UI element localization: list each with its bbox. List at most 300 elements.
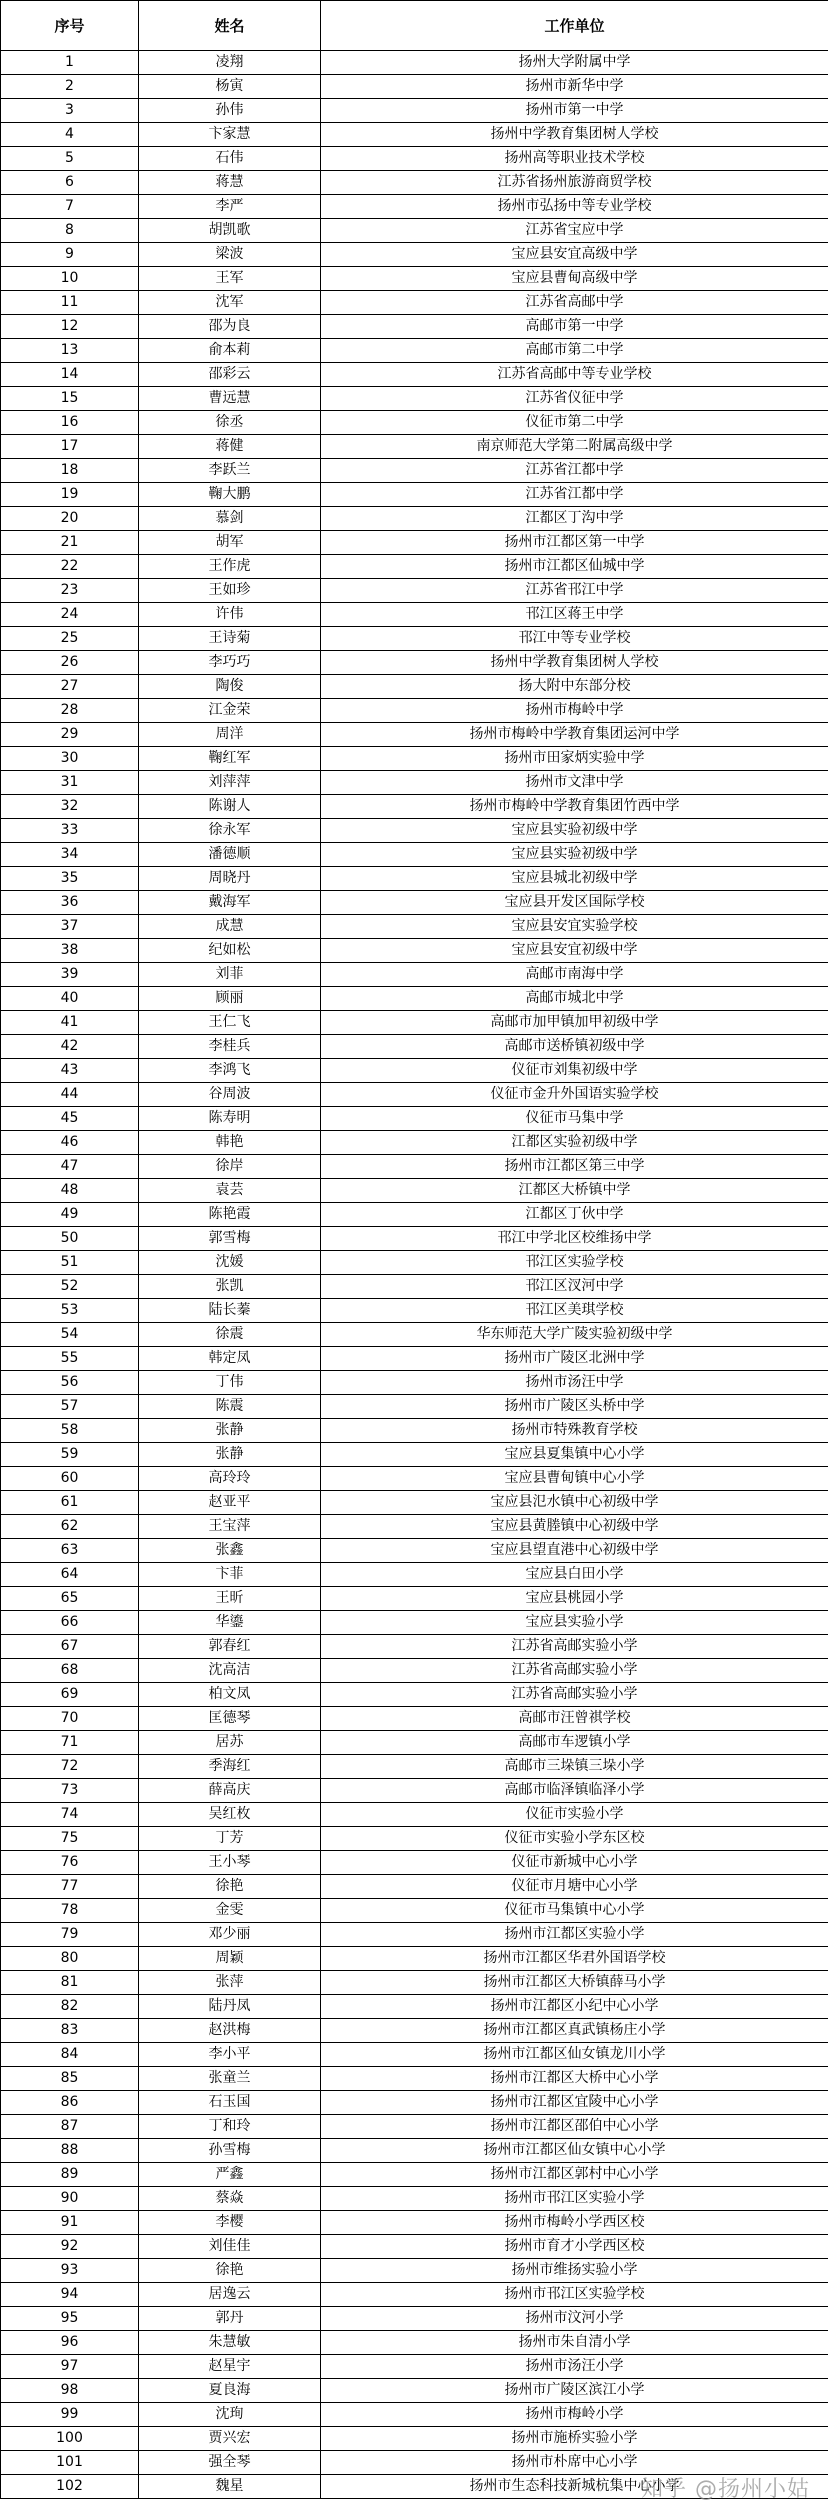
cell-unit: 扬州市维扬实验小学 xyxy=(321,2259,828,2283)
cell-name: 李樱 xyxy=(139,2211,321,2235)
cell-unit: 扬州大学附属中学 xyxy=(321,51,828,75)
table-row xyxy=(1,2355,828,2379)
cell-name: 李鸿飞 xyxy=(139,1059,321,1083)
cell-index: 60 xyxy=(1,1467,139,1491)
cell-name: 孙伟 xyxy=(139,99,321,123)
table-row xyxy=(1,1587,828,1611)
cell-name: 张凯 xyxy=(139,1275,321,1299)
table-row xyxy=(1,819,828,843)
table-row xyxy=(1,459,828,483)
cell-unit: 宝应县安宜高级中学 xyxy=(321,243,828,267)
cell-name: 李巧巧 xyxy=(139,651,321,675)
cell-index: 21 xyxy=(1,531,139,555)
cell-index: 48 xyxy=(1,1179,139,1203)
table-row xyxy=(1,195,828,219)
cell-index: 52 xyxy=(1,1275,139,1299)
cell-name: 沈高洁 xyxy=(139,1659,321,1683)
cell-name: 王诗菊 xyxy=(139,627,321,651)
table-row xyxy=(1,1995,828,2019)
cell-unit: 仪征市马集中学 xyxy=(321,1107,828,1131)
cell-unit: 扬州市梅岭中学教育集团竹西中学 xyxy=(321,795,828,819)
cell-index: 54 xyxy=(1,1323,139,1347)
cell-index: 14 xyxy=(1,363,139,387)
cell-unit: 邗江区美琪学校 xyxy=(321,1299,828,1323)
cell-name: 刘萍萍 xyxy=(139,771,321,795)
cell-unit: 扬州市江都区大桥中心小学 xyxy=(321,2067,828,2091)
cell-name: 邵为良 xyxy=(139,315,321,339)
cell-index: 5 xyxy=(1,147,139,171)
cell-unit: 扬州市梅岭中学教育集团运河中学 xyxy=(321,723,828,747)
cell-unit: 仪征市月塘中心小学 xyxy=(321,1875,828,1899)
cell-index: 93 xyxy=(1,2259,139,2283)
cell-unit: 宝应县曹甸高级中学 xyxy=(321,267,828,291)
table-row xyxy=(1,555,828,579)
cell-name: 刘菲 xyxy=(139,963,321,987)
cell-unit: 宝应县黄塍镇中心初级中学 xyxy=(321,1515,828,1539)
cell-name: 陈寿明 xyxy=(139,1107,321,1131)
cell-index: 98 xyxy=(1,2379,139,2403)
cell-unit: 扬州市江都区仙城中学 xyxy=(321,555,828,579)
table-row xyxy=(1,1635,828,1659)
cell-name: 季海红 xyxy=(139,1755,321,1779)
cell-unit: 江苏省高邮中学 xyxy=(321,291,828,315)
cell-index: 15 xyxy=(1,387,139,411)
cell-index: 79 xyxy=(1,1923,139,1947)
table-row xyxy=(1,2067,828,2091)
table-row xyxy=(1,1755,828,1779)
cell-index: 65 xyxy=(1,1587,139,1611)
cell-index: 37 xyxy=(1,915,139,939)
table-row xyxy=(1,147,828,171)
table-row xyxy=(1,867,828,891)
cell-unit: 扬州市汶河小学 xyxy=(321,2307,828,2331)
cell-unit: 扬州市第一中学 xyxy=(321,99,828,123)
cell-unit: 扬州市梅岭小学西区校 xyxy=(321,2211,828,2235)
cell-index: 100 xyxy=(1,2427,139,2451)
cell-unit: 扬州市文津中学 xyxy=(321,771,828,795)
cell-index: 51 xyxy=(1,1251,139,1275)
cell-index: 49 xyxy=(1,1203,139,1227)
cell-name: 李严 xyxy=(139,195,321,219)
cell-name: 李小平 xyxy=(139,2043,321,2067)
cell-index: 56 xyxy=(1,1371,139,1395)
cell-index: 63 xyxy=(1,1539,139,1563)
cell-index: 95 xyxy=(1,2307,139,2331)
table-row xyxy=(1,963,828,987)
table-row xyxy=(1,1251,828,1275)
cell-name: 王如珍 xyxy=(139,579,321,603)
table-row xyxy=(1,363,828,387)
cell-name: 陆丹凤 xyxy=(139,1995,321,2019)
cell-unit: 扬州市江都区邵伯中心小学 xyxy=(321,2115,828,2139)
table-row xyxy=(1,1539,828,1563)
cell-index: 6 xyxy=(1,171,139,195)
table-row xyxy=(1,1659,828,1683)
cell-unit: 华东师范大学广陵实验初级中学 xyxy=(321,1323,828,1347)
cell-index: 30 xyxy=(1,747,139,771)
cell-index: 82 xyxy=(1,1995,139,2019)
cell-unit: 宝应县实验初级中学 xyxy=(321,819,828,843)
table-row xyxy=(1,1467,828,1491)
cell-name: 俞本莉 xyxy=(139,339,321,363)
cell-name: 顾丽 xyxy=(139,987,321,1011)
cell-name: 夏良海 xyxy=(139,2379,321,2403)
table-row xyxy=(1,1491,828,1515)
cell-unit: 宝应县实验小学 xyxy=(321,1611,828,1635)
cell-unit: 扬州市梅岭中学 xyxy=(321,699,828,723)
cell-index: 72 xyxy=(1,1755,139,1779)
cell-index: 70 xyxy=(1,1707,139,1731)
cell-unit: 江苏省宝应中学 xyxy=(321,219,828,243)
cell-unit: 高邮市南海中学 xyxy=(321,963,828,987)
cell-unit: 江苏省邗江中学 xyxy=(321,579,828,603)
cell-unit: 扬州市江都区华君外国语学校 xyxy=(321,1947,828,1971)
cell-unit: 高邮市车逻镇小学 xyxy=(321,1731,828,1755)
cell-index: 89 xyxy=(1,2163,139,2187)
cell-name: 赵星宇 xyxy=(139,2355,321,2379)
table-row xyxy=(1,483,828,507)
cell-unit: 江苏省高邮实验小学 xyxy=(321,1635,828,1659)
cell-unit: 扬州高等职业技术学校 xyxy=(321,147,828,171)
cell-index: 88 xyxy=(1,2139,139,2163)
cell-index: 69 xyxy=(1,1683,139,1707)
cell-index: 9 xyxy=(1,243,139,267)
cell-index: 7 xyxy=(1,195,139,219)
cell-unit: 宝应县氾水镇中心初级中学 xyxy=(321,1491,828,1515)
cell-index: 22 xyxy=(1,555,139,579)
cell-unit: 扬州市江都区实验小学 xyxy=(321,1923,828,1947)
cell-index: 67 xyxy=(1,1635,139,1659)
cell-index: 44 xyxy=(1,1083,139,1107)
cell-index: 68 xyxy=(1,1659,139,1683)
cell-unit: 江都区实验初级中学 xyxy=(321,1131,828,1155)
table-row xyxy=(1,2163,828,2187)
cell-unit: 宝应县安宜初级中学 xyxy=(321,939,828,963)
cell-unit: 扬州市生态科技新城杭集中心小学 xyxy=(321,2475,828,2499)
cell-index: 83 xyxy=(1,2019,139,2043)
cell-name: 陈震 xyxy=(139,1395,321,1419)
table-row xyxy=(1,1515,828,1539)
cell-name: 张童兰 xyxy=(139,2067,321,2091)
cell-unit: 宝应县安宜实验学校 xyxy=(321,915,828,939)
cell-name: 石伟 xyxy=(139,147,321,171)
table-row xyxy=(1,1059,828,1083)
cell-name: 徐震 xyxy=(139,1323,321,1347)
table-row xyxy=(1,51,828,75)
cell-name: 华鎏 xyxy=(139,1611,321,1635)
cell-name: 匡德琴 xyxy=(139,1707,321,1731)
cell-name: 戴海军 xyxy=(139,891,321,915)
cell-name: 蒋健 xyxy=(139,435,321,459)
cell-unit: 高邮市临泽镇临泽小学 xyxy=(321,1779,828,1803)
cell-name: 蔡焱 xyxy=(139,2187,321,2211)
cell-unit: 宝应县实验初级中学 xyxy=(321,843,828,867)
cell-index: 1 xyxy=(1,51,139,75)
cell-unit: 扬州市梅岭小学 xyxy=(321,2403,828,2427)
cell-index: 96 xyxy=(1,2331,139,2355)
header-row xyxy=(1,1,828,51)
table-row xyxy=(1,2427,828,2451)
cell-name: 邓少丽 xyxy=(139,1923,321,1947)
cell-name: 周晓丹 xyxy=(139,867,321,891)
cell-name: 潘德顺 xyxy=(139,843,321,867)
cell-index: 26 xyxy=(1,651,139,675)
cell-name: 鞠大鹏 xyxy=(139,483,321,507)
table-row xyxy=(1,651,828,675)
cell-unit: 扬州市汤汪小学 xyxy=(321,2355,828,2379)
cell-unit: 扬州中学教育集团树人学校 xyxy=(321,651,828,675)
cell-name: 杨寅 xyxy=(139,75,321,99)
cell-index: 41 xyxy=(1,1011,139,1035)
cell-index: 99 xyxy=(1,2403,139,2427)
table-row xyxy=(1,1707,828,1731)
cell-name: 丁和玲 xyxy=(139,2115,321,2139)
cell-unit: 扬州市朱自清小学 xyxy=(321,2331,828,2355)
cell-index: 32 xyxy=(1,795,139,819)
table-row xyxy=(1,2187,828,2211)
table-row xyxy=(1,1611,828,1635)
cell-name: 梁波 xyxy=(139,243,321,267)
table-row xyxy=(1,795,828,819)
cell-unit: 仪征市马集镇中心小学 xyxy=(321,1899,828,1923)
table-row xyxy=(1,1107,828,1131)
cell-index: 74 xyxy=(1,1803,139,1827)
cell-unit: 扬州市朴席中心小学 xyxy=(321,2451,828,2475)
table-row xyxy=(1,1323,828,1347)
cell-name: 郭雪梅 xyxy=(139,1227,321,1251)
cell-index: 23 xyxy=(1,579,139,603)
cell-name: 沈珣 xyxy=(139,2403,321,2427)
cell-name: 袁芸 xyxy=(139,1179,321,1203)
cell-name: 成慧 xyxy=(139,915,321,939)
cell-index: 58 xyxy=(1,1419,139,1443)
cell-index: 59 xyxy=(1,1443,139,1467)
header-index: 序号 xyxy=(1,1,139,51)
cell-name: 陶俊 xyxy=(139,675,321,699)
cell-unit: 江苏省仪征中学 xyxy=(321,387,828,411)
table-row xyxy=(1,723,828,747)
cell-index: 102 xyxy=(1,2475,139,2499)
cell-name: 丁伟 xyxy=(139,1371,321,1395)
cell-unit: 扬州市施桥实验小学 xyxy=(321,2427,828,2451)
cell-name: 胡军 xyxy=(139,531,321,555)
table-row xyxy=(1,1419,828,1443)
table-row xyxy=(1,2115,828,2139)
table-row xyxy=(1,843,828,867)
cell-unit: 江都区大桥镇中学 xyxy=(321,1179,828,1203)
cell-index: 8 xyxy=(1,219,139,243)
table-row xyxy=(1,219,828,243)
cell-unit: 扬州市广陵区滨江小学 xyxy=(321,2379,828,2403)
cell-unit: 高邮市送桥镇初级中学 xyxy=(321,1035,828,1059)
cell-index: 86 xyxy=(1,2091,139,2115)
cell-name: 卞家慧 xyxy=(139,123,321,147)
table-row xyxy=(1,411,828,435)
cell-name: 李跃兰 xyxy=(139,459,321,483)
cell-name: 蒋慧 xyxy=(139,171,321,195)
table-row xyxy=(1,531,828,555)
cell-unit: 扬州市新华中学 xyxy=(321,75,828,99)
cell-unit: 邗江区实验学校 xyxy=(321,1251,828,1275)
cell-name: 朱慧敏 xyxy=(139,2331,321,2355)
cell-name: 凌翔 xyxy=(139,51,321,75)
table-row xyxy=(1,603,828,627)
cell-index: 45 xyxy=(1,1107,139,1131)
table-row xyxy=(1,1683,828,1707)
cell-unit: 南京师范大学第二附属高级中学 xyxy=(321,435,828,459)
table-row xyxy=(1,1971,828,1995)
table-row xyxy=(1,1923,828,1947)
cell-unit: 扬州市江都区仙女镇龙川小学 xyxy=(321,2043,828,2067)
cell-unit: 江苏省高邮实验小学 xyxy=(321,1659,828,1683)
cell-index: 101 xyxy=(1,2451,139,2475)
table-row xyxy=(1,1083,828,1107)
cell-unit: 扬州市弘扬中等专业学校 xyxy=(321,195,828,219)
cell-unit: 高邮市三垛镇三垛小学 xyxy=(321,1755,828,1779)
cell-name: 魏星 xyxy=(139,2475,321,2499)
cell-name: 石玉国 xyxy=(139,2091,321,2115)
cell-name: 许伟 xyxy=(139,603,321,627)
cell-index: 94 xyxy=(1,2283,139,2307)
cell-index: 4 xyxy=(1,123,139,147)
table-row xyxy=(1,1035,828,1059)
cell-unit: 宝应县夏集镇中心小学 xyxy=(321,1443,828,1467)
cell-name: 王作虎 xyxy=(139,555,321,579)
cell-unit: 扬州市江都区宜陵中心小学 xyxy=(321,2091,828,2115)
cell-unit: 扬州市汤汪中学 xyxy=(321,1371,828,1395)
cell-index: 19 xyxy=(1,483,139,507)
cell-index: 16 xyxy=(1,411,139,435)
cell-name: 张萍 xyxy=(139,1971,321,1995)
cell-name: 高玲玲 xyxy=(139,1467,321,1491)
cell-index: 28 xyxy=(1,699,139,723)
cell-index: 25 xyxy=(1,627,139,651)
cell-unit: 邗江区蒋王中学 xyxy=(321,603,828,627)
cell-name: 徐丞 xyxy=(139,411,321,435)
cell-unit: 扬大附中东部分校 xyxy=(321,675,828,699)
table-row xyxy=(1,939,828,963)
header-unit: 工作单位 xyxy=(321,1,828,51)
table-row xyxy=(1,2331,828,2355)
table-body xyxy=(1,51,828,2499)
cell-name: 郭春红 xyxy=(139,1635,321,1659)
cell-unit: 宝应县桃园小学 xyxy=(321,1587,828,1611)
table-row xyxy=(1,987,828,1011)
cell-index: 29 xyxy=(1,723,139,747)
table-row xyxy=(1,99,828,123)
cell-index: 73 xyxy=(1,1779,139,1803)
cell-unit: 扬州市江都区第一中学 xyxy=(321,531,828,555)
cell-index: 42 xyxy=(1,1035,139,1059)
table-row xyxy=(1,891,828,915)
cell-name: 韩定凤 xyxy=(139,1347,321,1371)
table-row xyxy=(1,507,828,531)
cell-index: 81 xyxy=(1,1971,139,1995)
cell-index: 40 xyxy=(1,987,139,1011)
cell-unit: 扬州市江都区小纪中心小学 xyxy=(321,1995,828,2019)
cell-name: 谷周波 xyxy=(139,1083,321,1107)
table-row xyxy=(1,1155,828,1179)
cell-name: 曹远慧 xyxy=(139,387,321,411)
table-row xyxy=(1,1875,828,1899)
table-row xyxy=(1,267,828,291)
cell-unit: 高邮市第二中学 xyxy=(321,339,828,363)
cell-unit: 扬州中学教育集团树人学校 xyxy=(321,123,828,147)
cell-index: 3 xyxy=(1,99,139,123)
cell-name: 张鑫 xyxy=(139,1539,321,1563)
cell-name: 王仁飞 xyxy=(139,1011,321,1035)
cell-name: 王军 xyxy=(139,267,321,291)
cell-index: 80 xyxy=(1,1947,139,1971)
cell-unit: 扬州市育才小学西区校 xyxy=(321,2235,828,2259)
cell-index: 75 xyxy=(1,1827,139,1851)
cell-name: 徐岸 xyxy=(139,1155,321,1179)
cell-index: 46 xyxy=(1,1131,139,1155)
cell-name: 陈艳霞 xyxy=(139,1203,321,1227)
table-row xyxy=(1,2283,828,2307)
cell-index: 2 xyxy=(1,75,139,99)
cell-name: 丁芳 xyxy=(139,1827,321,1851)
cell-name: 居苏 xyxy=(139,1731,321,1755)
table-row xyxy=(1,387,828,411)
cell-unit: 扬州市广陵区头桥中学 xyxy=(321,1395,828,1419)
cell-unit: 仪征市第二中学 xyxy=(321,411,828,435)
cell-index: 55 xyxy=(1,1347,139,1371)
cell-name: 慕剑 xyxy=(139,507,321,531)
cell-name: 纪如松 xyxy=(139,939,321,963)
table-row xyxy=(1,339,828,363)
table-row xyxy=(1,243,828,267)
cell-index: 66 xyxy=(1,1611,139,1635)
table-row xyxy=(1,171,828,195)
table-row xyxy=(1,1347,828,1371)
cell-name: 赵洪梅 xyxy=(139,2019,321,2043)
table-row xyxy=(1,627,828,651)
cell-index: 18 xyxy=(1,459,139,483)
cell-unit: 扬州市田家炳实验中学 xyxy=(321,747,828,771)
cell-index: 87 xyxy=(1,2115,139,2139)
cell-index: 20 xyxy=(1,507,139,531)
table-row xyxy=(1,435,828,459)
cell-index: 90 xyxy=(1,2187,139,2211)
cell-unit: 扬州市邗江区实验学校 xyxy=(321,2283,828,2307)
table-row xyxy=(1,1443,828,1467)
table-row xyxy=(1,1371,828,1395)
cell-unit: 邗江中等专业学校 xyxy=(321,627,828,651)
cell-index: 91 xyxy=(1,2211,139,2235)
cell-unit: 江都区丁伙中学 xyxy=(321,1203,828,1227)
cell-index: 17 xyxy=(1,435,139,459)
table-row xyxy=(1,675,828,699)
cell-index: 11 xyxy=(1,291,139,315)
cell-name: 徐艳 xyxy=(139,1875,321,1899)
cell-name: 金雯 xyxy=(139,1899,321,1923)
table-row xyxy=(1,1011,828,1035)
cell-index: 53 xyxy=(1,1299,139,1323)
table-row xyxy=(1,1131,828,1155)
table-row xyxy=(1,2259,828,2283)
cell-index: 36 xyxy=(1,891,139,915)
cell-unit: 仪征市实验小学 xyxy=(321,1803,828,1827)
cell-unit: 扬州市特殊教育学校 xyxy=(321,1419,828,1443)
table-row xyxy=(1,1731,828,1755)
cell-unit: 仪征市实验小学东区校 xyxy=(321,1827,828,1851)
cell-name: 孙雪梅 xyxy=(139,2139,321,2163)
table-row xyxy=(1,1851,828,1875)
cell-unit: 高邮市第一中学 xyxy=(321,315,828,339)
cell-index: 34 xyxy=(1,843,139,867)
cell-name: 张静 xyxy=(139,1419,321,1443)
